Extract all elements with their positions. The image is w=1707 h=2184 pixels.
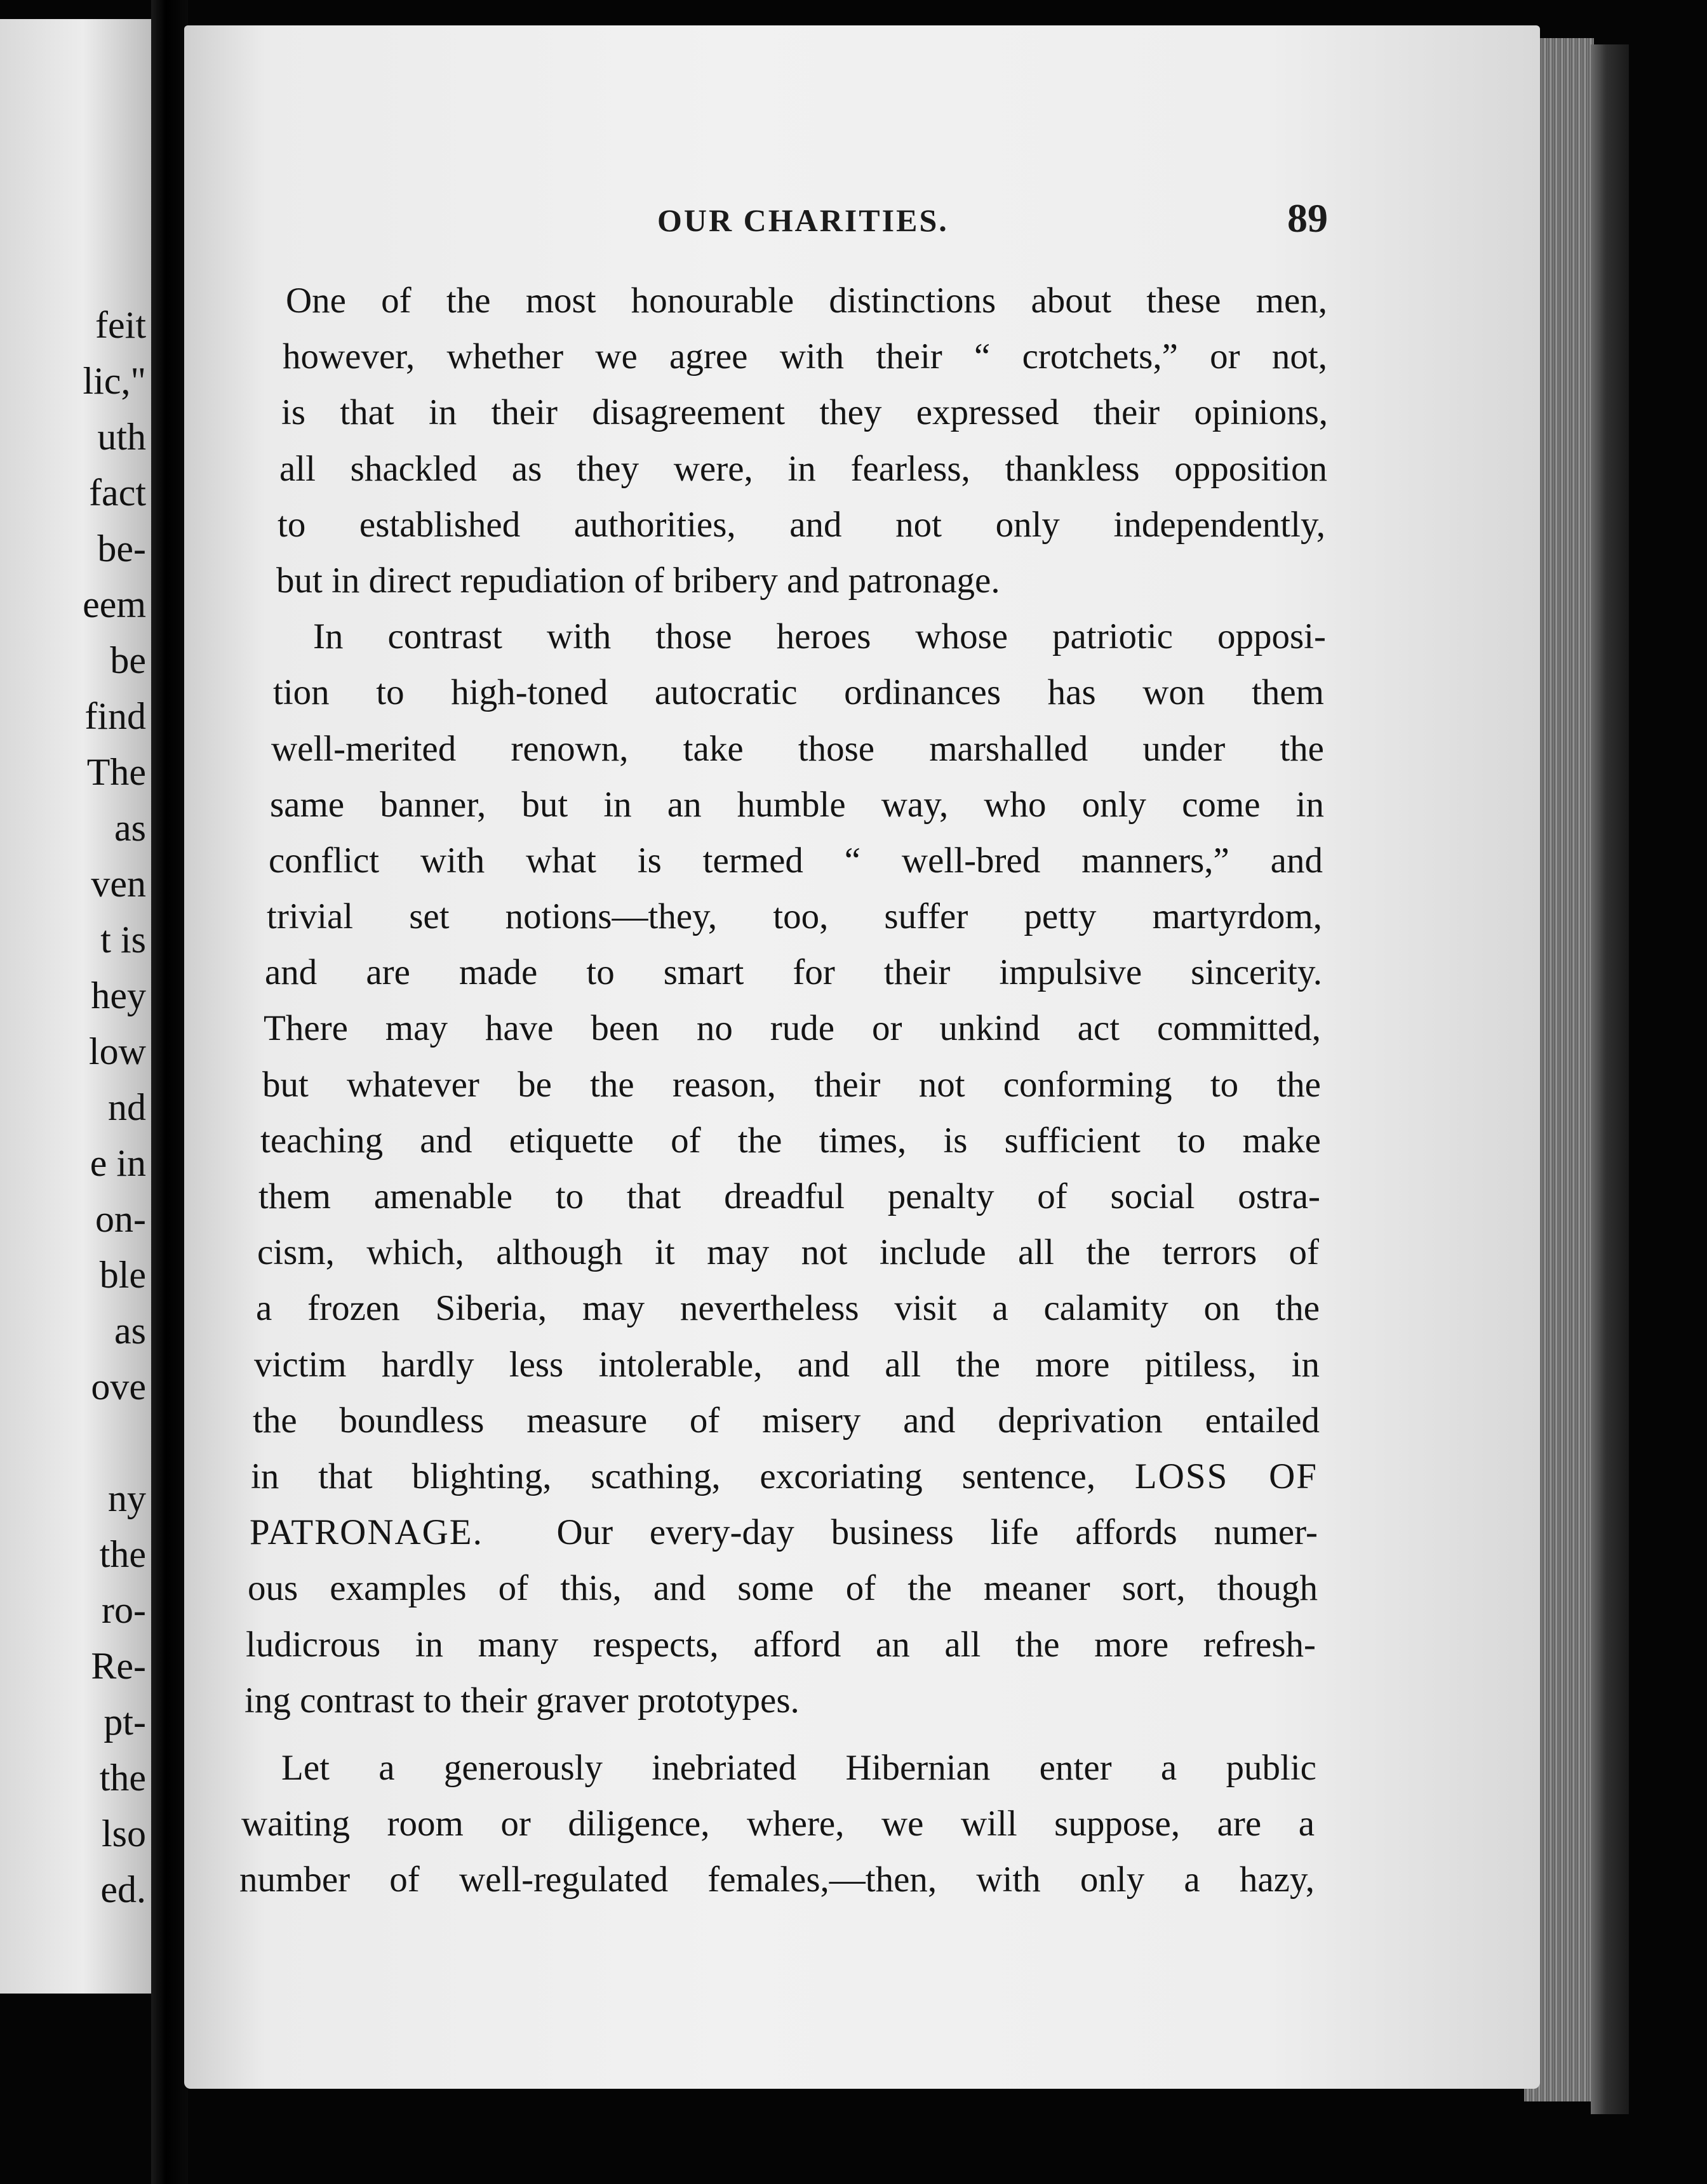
left-page-line: the [99, 1533, 146, 1575]
paragraph-first-line: In contrast with those heroes whose patriotic opposi- [313, 616, 1326, 657]
text-line: ludicrous in many respects, afford an all the more refresh- [246, 1624, 1316, 1665]
left-page-line: fact [89, 472, 146, 514]
left-page-line: feit [95, 304, 146, 346]
text-line: tion to high-toned autocratic ordinances has won them [273, 672, 1324, 713]
text-line: a frozen Siberia, may nevertheless visit a calamity on the [256, 1288, 1320, 1329]
left-page-line: find [84, 695, 146, 737]
left-page-line: as [114, 1310, 146, 1352]
text-line: same banner, but in an humble way, who only come in [270, 784, 1324, 825]
text-line: ing contrast to their graver prototypes. [244, 1680, 800, 1721]
text-line: however, whether we agree with their “ crotchets,” or not, [283, 336, 1327, 377]
left-page-line: hey [91, 975, 146, 1016]
text-line: and are made to smart for their impulsive sincerity. [265, 952, 1322, 993]
left-page-line: The [86, 751, 146, 793]
cover-edge [1591, 44, 1629, 2114]
smallcaps-phrase: LOSS OF [1134, 1456, 1318, 1496]
book-gutter [151, 0, 188, 2184]
page-body [239, 273, 1328, 1908]
left-page-line [0, 1415, 146, 1470]
text-line: cism, which, although it may not include all the terrors of [257, 1232, 1319, 1273]
left-page-line: the [99, 1757, 146, 1799]
text-line-with-smallcaps [251, 1449, 1318, 1505]
left-page-line: low [89, 1030, 146, 1072]
left-page-line: be- [97, 528, 146, 569]
text-line-with-smallcaps [250, 1505, 1318, 1561]
text-line: is that in their disagreement they expressed their opinions, [281, 392, 1328, 433]
left-page-line: ed. [100, 1868, 146, 1910]
text-line: There may have been no rude or unkind act committed, [264, 1008, 1321, 1049]
text-line: but whatever be the reason, their not conforming to the [262, 1064, 1321, 1105]
left-page-line: e in [90, 1142, 146, 1184]
left-page-line: ble [99, 1254, 146, 1296]
text-line: the boundless measure of misery and deprivation entailed [253, 1400, 1320, 1441]
text-line: them amenable to that dreadful penalty of social ostra- [258, 1176, 1320, 1216]
text-line: One of the most honourable distinctions about these men, [286, 281, 1327, 321]
left-page-line: uth [97, 416, 146, 458]
left-page-line: ny [108, 1477, 146, 1519]
text-line: number of well-regulated females,—then, with only a hazy, [239, 1860, 1315, 1900]
text-line: teaching and etiquette of the times, is sufficient to make [260, 1120, 1321, 1161]
left-page-text [0, 297, 146, 1917]
page-number: 89 [1287, 196, 1328, 241]
paragraph-gap [251, 1729, 1324, 1740]
text-line: all shackled as they were, in fearless, thankless opposition [279, 448, 1327, 489]
left-page-line: on- [95, 1198, 146, 1240]
left-page-line: ven [91, 863, 146, 905]
left-page-line: as [114, 807, 146, 849]
text-line: victim hardly less intolerable, and all the more pitiless, in [254, 1344, 1320, 1385]
left-page-line: nd [108, 1086, 146, 1128]
text-line: trivial set notions—they, too, suffer petty martyrdom, [267, 896, 1322, 937]
left-page-line: eem [83, 583, 146, 625]
left-page-line: ro- [102, 1589, 146, 1631]
left-page-line: Re- [91, 1645, 146, 1687]
text-line: waiting room or diligence, where, we will suppose, are a [241, 1804, 1315, 1844]
left-page-line: ove [91, 1366, 146, 1408]
left-page-line: t is [100, 919, 146, 961]
paragraph-first-line: Let a generously inebriated Hibernian enter a public [281, 1747, 1316, 1788]
text-segment: in that blighting, scathing, excoriating sentence, [251, 1456, 1096, 1496]
text-line: ous examples of this, and some of the meaner sort, though [248, 1568, 1318, 1609]
left-page-line: lso [101, 1813, 146, 1854]
left-page-line: be [110, 639, 146, 681]
text-segment: Our every-day business life affords numer- [556, 1512, 1318, 1553]
text-line: but in direct repudiation of bribery and patronage. [276, 560, 1000, 601]
left-page-line: lic," [83, 360, 146, 402]
text-line: to established authorities, and not only independently, [278, 504, 1325, 545]
smallcaps-phrase: PATRONAGE. [250, 1512, 483, 1553]
text-line: conflict with what is termed “ well-bred manners,” and [269, 840, 1323, 881]
left-page-fragment [0, 19, 151, 1994]
running-head: OUR CHARITIES. [657, 203, 949, 238]
left-page-line: pt- [104, 1701, 146, 1743]
text-line: well-merited renown, take those marshalled under the [271, 728, 1324, 769]
